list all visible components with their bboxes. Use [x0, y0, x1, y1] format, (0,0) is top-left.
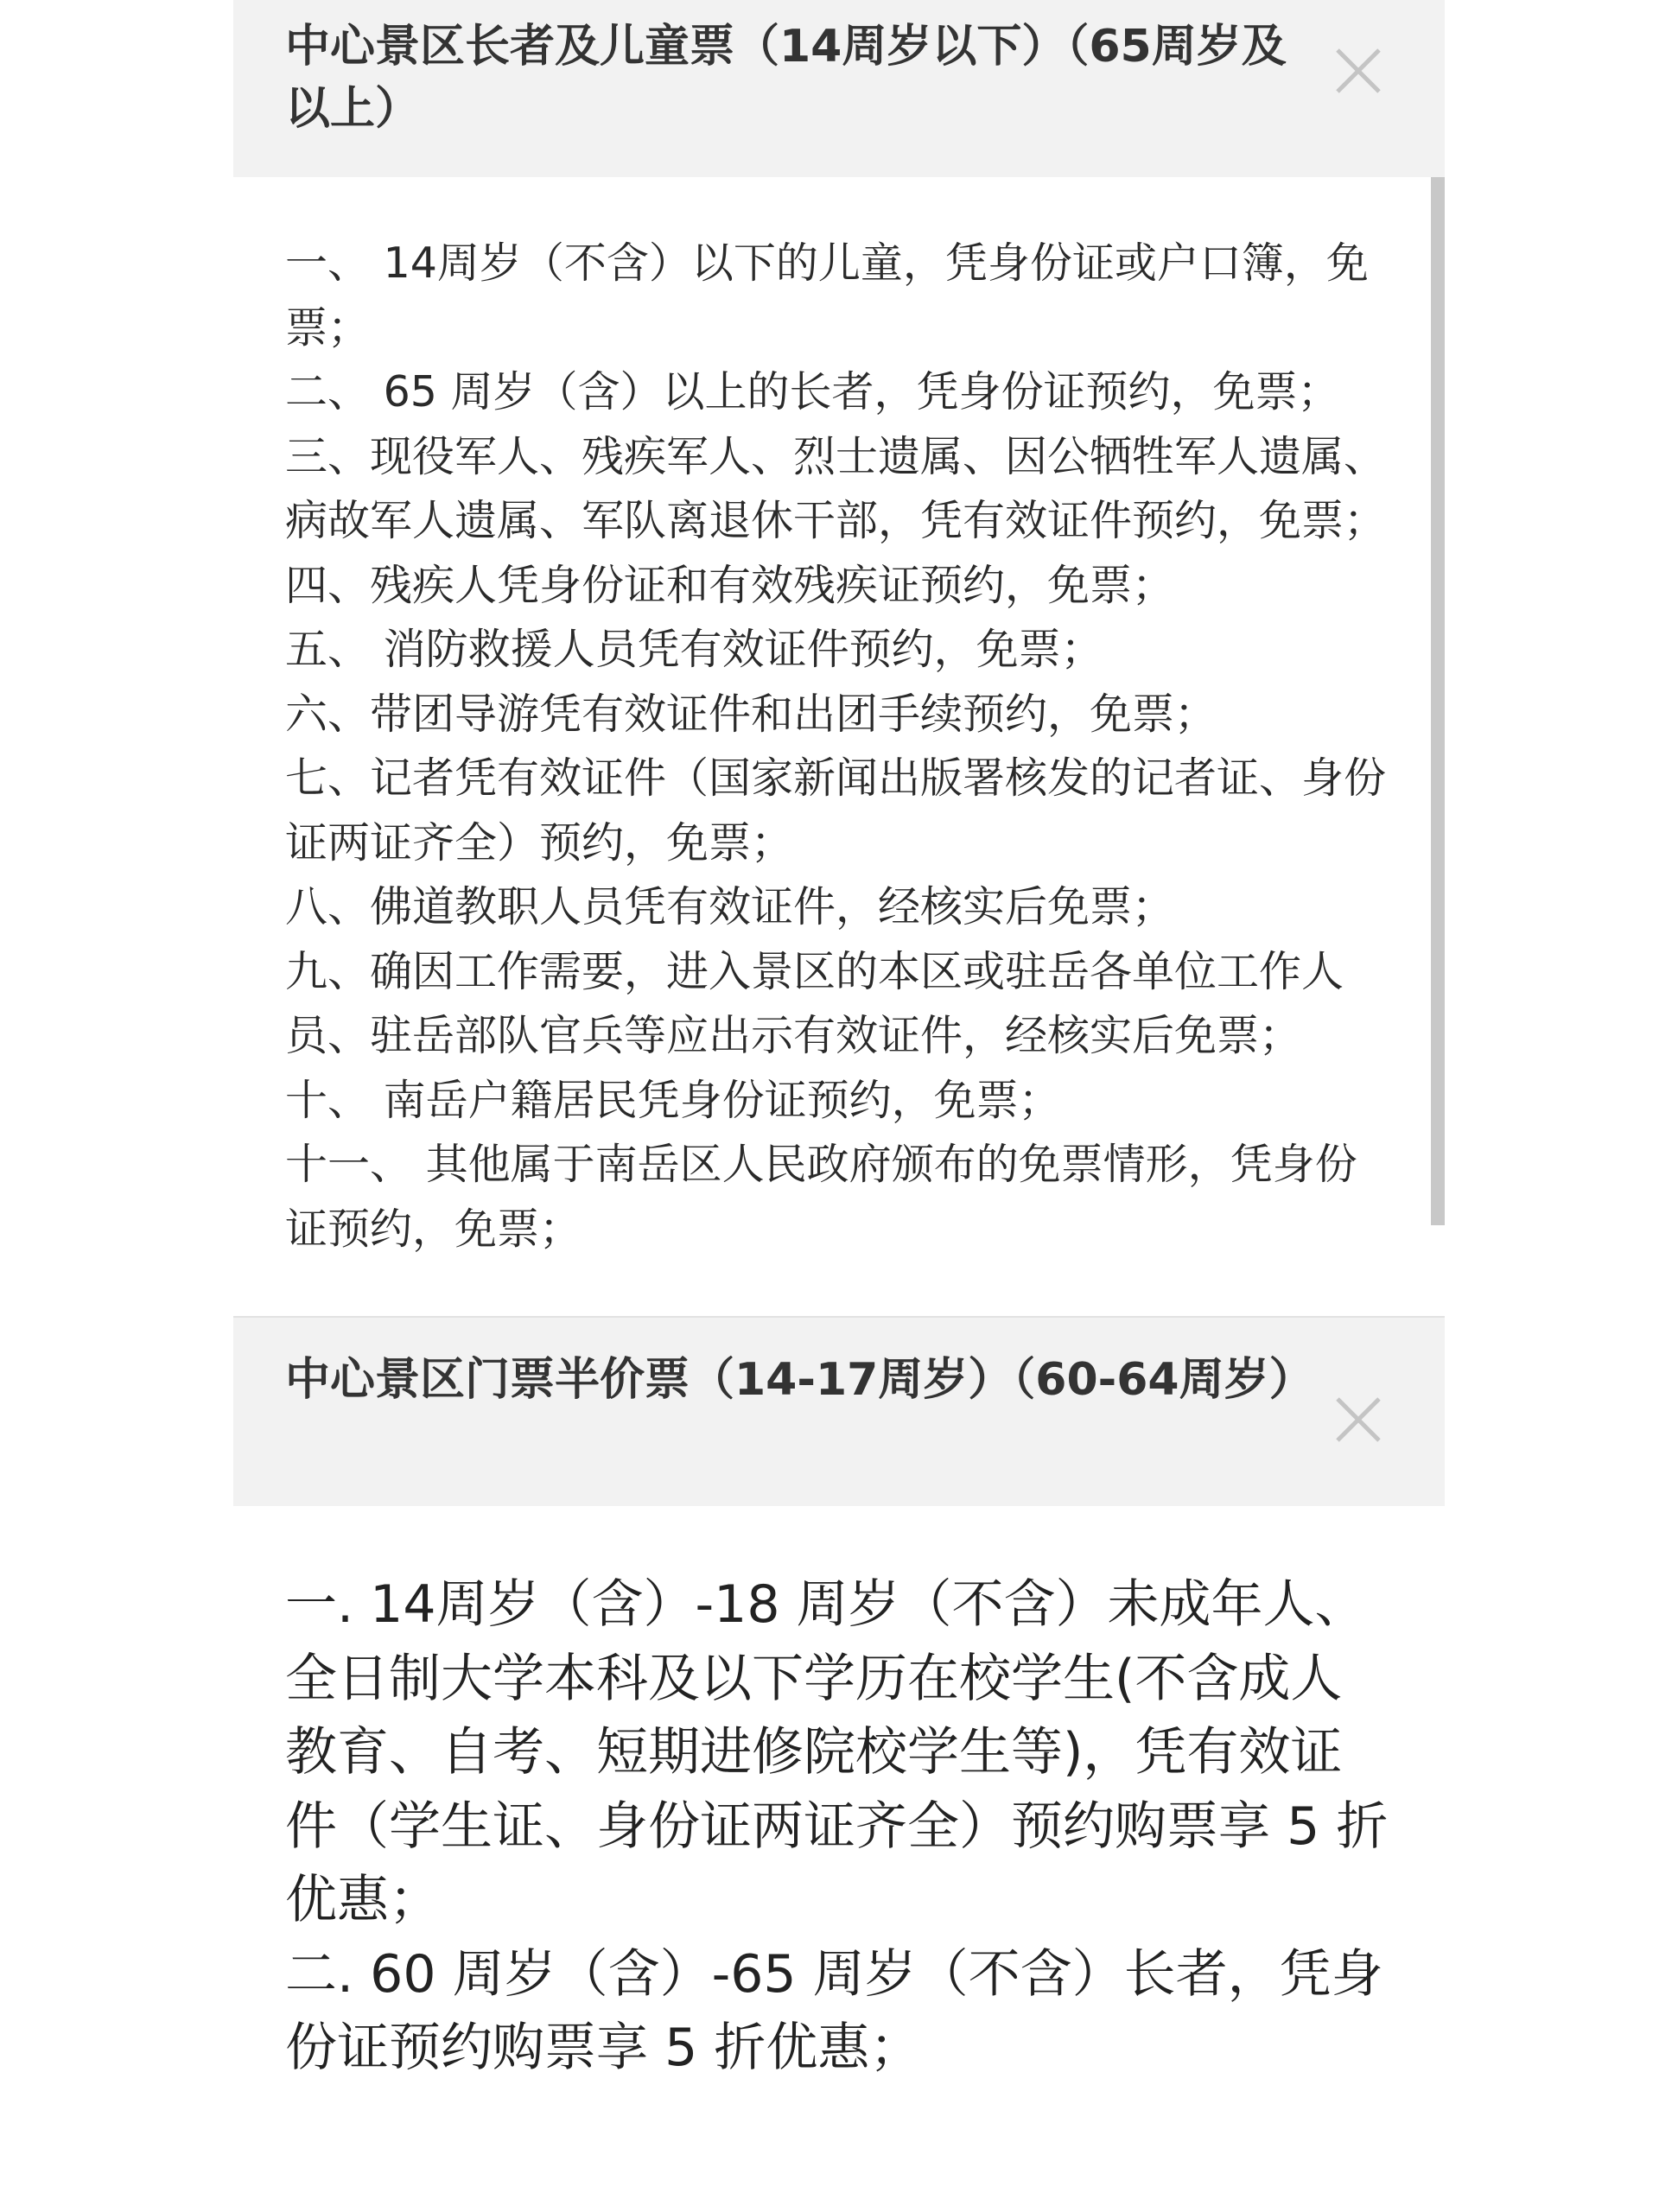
half-price-rule-list: [285, 1568, 1393, 2086]
rule-item: 五、 消防救援人员凭有效证件预约，免票；: [285, 625, 1103, 674]
close-icon[interactable]: [1332, 1394, 1384, 1446]
rule-item: 七、记者凭有效证件（国家新闻出版署核发的记者证、身份证两证齐全）预约，免票；: [285, 753, 1387, 868]
free-ticket-header: [233, 0, 1445, 177]
rule-item: 十、 南岳户籍居民凭身份证预约，免票；: [285, 1075, 1061, 1125]
scrollbar[interactable]: [1431, 177, 1445, 1225]
close-icon[interactable]: [1332, 45, 1384, 97]
half-price-title: 中心景区门票半价票（14-17周岁）（60-64周岁）: [285, 1354, 1314, 1406]
half-price-body: [233, 1506, 1445, 2086]
rule-item: 四、残疾人凭身份证和有效残疾证预约，免票；: [285, 560, 1175, 610]
free-ticket-panel: [233, 0, 1445, 1316]
rule-item: 八、佛道教职人员凭有效证件，经核实后免票；: [285, 882, 1175, 931]
rule-item: 九、确因工作需要，进入景区的本区或驻岳各单位工作人员、驻岳部队官兵等应出示有效证件，经核实后免票；: [285, 946, 1344, 1060]
half-price-header: [233, 1318, 1445, 1506]
rule-item: 一、 14周岁（不含）以下的儿童，凭身份证或户口簿，免票；: [285, 238, 1369, 353]
rule-item: 二、 65 周岁（含）以上的长者，凭身份证预约，免票；: [285, 367, 1340, 416]
half-price-panel: [233, 1318, 1445, 2086]
free-ticket-rule-list: [285, 232, 1393, 1262]
rule-item: 十一、 其他属于南岳区人民政府颁布的免票情形，凭身份证预约，免票；: [285, 1140, 1357, 1254]
rule-item: 二. 60 周岁（含）-65 周岁（不含）长者，凭身份证预约购票享 5 折优惠；: [285, 1943, 1383, 2078]
rule-item: 一. 14周岁（含）-18 周岁（不含）未成年人、全日制大学本科及以下学历在校学生(不含成人教育、自考、短期进修院校学生等)，凭有效证件（学生证、身份证两证齐全）预约购票享 5 折优惠；: [285, 1574, 1389, 1930]
free-ticket-title: 中心景区长者及儿童票（14周岁以下）（65周岁及以上）: [285, 21, 1287, 135]
rule-item: 六、带团导游凭有效证件和出团手续预约，免票；: [285, 689, 1217, 739]
free-ticket-body[interactable]: [233, 177, 1445, 1316]
rule-item: 三、现役军人、残疾军人、烈士遗属、因公牺牲军人遗属、病故军人遗属、军队离退休干部，凭有效证件预约，免票；: [285, 431, 1387, 545]
